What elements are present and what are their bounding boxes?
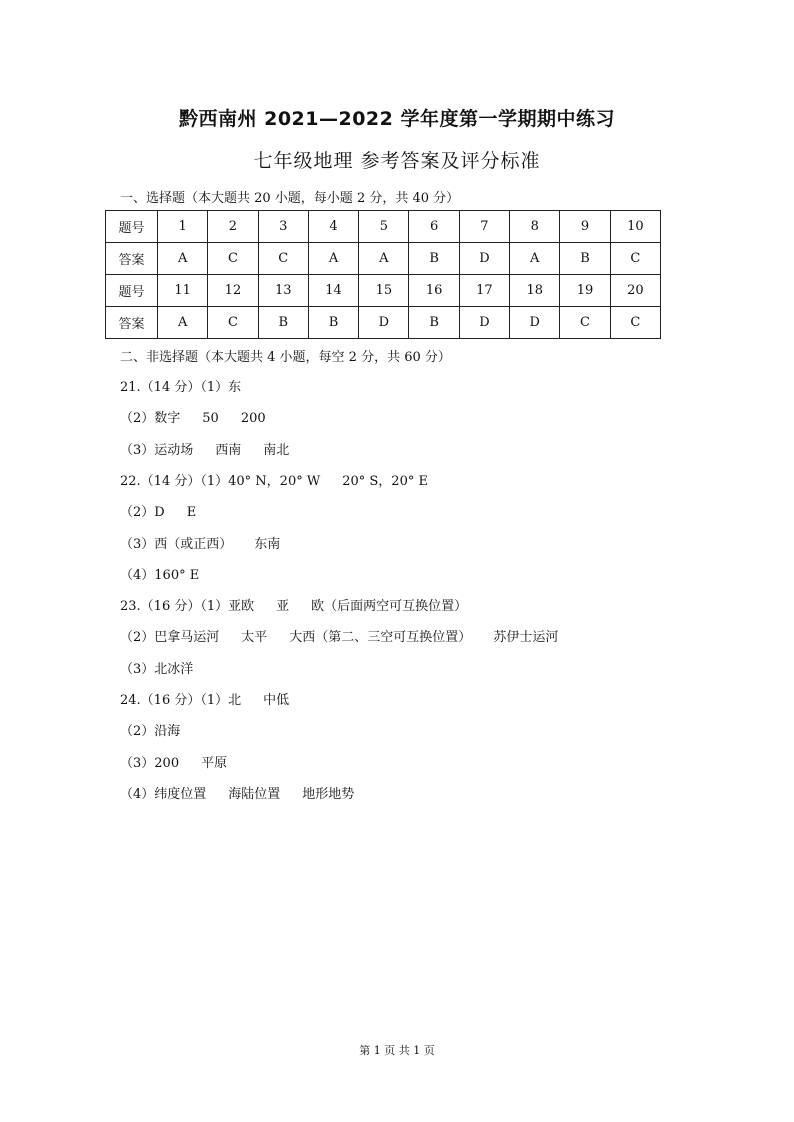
row-label: 答案 — [106, 243, 158, 275]
table-row — [106, 307, 661, 339]
table-cell: 20 — [610, 275, 660, 307]
table-cell: 14 — [308, 275, 358, 307]
table-cell: B — [308, 307, 358, 339]
answer-segment: 中低 — [263, 693, 290, 708]
row-label: 题号 — [106, 211, 158, 243]
answer-segment: 50 — [202, 411, 219, 426]
table-cell: 2 — [208, 211, 258, 243]
answer-segment: 西南 — [215, 443, 242, 458]
table-cell: D — [359, 307, 409, 339]
table-cell: C — [610, 307, 660, 339]
table-row — [106, 211, 661, 243]
table-cell: 16 — [409, 275, 459, 307]
section-heading-multiple-choice: 一、选择题（本大题共 20 小题，每小题 2 分，共 40 分） — [120, 191, 460, 206]
table-cell: 11 — [158, 275, 208, 307]
table-cell: D — [459, 307, 509, 339]
answer-table — [105, 210, 661, 339]
table-cell: 8 — [510, 211, 560, 243]
answer-line — [120, 658, 193, 677]
table-cell: B — [560, 243, 610, 275]
table-cell: A — [308, 243, 358, 275]
answer-line — [120, 564, 199, 583]
table-cell: D — [459, 243, 509, 275]
answer-segment: 苏伊士运河 — [493, 630, 559, 645]
answer-segment: 23.（16 分）（1）亚欧 — [120, 599, 255, 614]
answer-line — [120, 439, 289, 458]
answer-segment: （3）200 — [120, 756, 180, 771]
answer-line — [120, 376, 241, 395]
answer-line — [120, 783, 354, 802]
table-cell: D — [510, 307, 560, 339]
table-cell: 10 — [610, 211, 660, 243]
table-cell: C — [208, 307, 258, 339]
table-cell: A — [359, 243, 409, 275]
answer-segment: 大西（第二、三空可互换位置） — [289, 630, 472, 645]
table-cell: 13 — [258, 275, 308, 307]
table-cell: 6 — [409, 211, 459, 243]
table-cell: C — [208, 243, 258, 275]
answer-segment: 东南 — [254, 537, 281, 552]
answer-segment: 海陆位置 — [228, 787, 281, 802]
table-cell: 3 — [258, 211, 308, 243]
table-cell: 1 — [158, 211, 208, 243]
table-cell: C — [610, 243, 660, 275]
table-cell: 17 — [459, 275, 509, 307]
answer-segment: （3）运动场 — [120, 443, 194, 458]
answer-segment: 地形地势 — [302, 787, 355, 802]
answer-segment: E — [186, 505, 197, 520]
answer-segment: 21.（14 分）（1）东 — [120, 380, 242, 395]
answer-line — [120, 720, 180, 739]
table-cell: A — [510, 243, 560, 275]
answer-line — [120, 470, 428, 489]
answer-segment: 20° S，20° E — [342, 474, 428, 489]
document-title: 黔西南州 2021—2022 学年度第一学期期中练习 — [179, 108, 615, 130]
table-cell: A — [158, 307, 208, 339]
document-subtitle: 七年级地理 参考答案及评分标准 — [253, 150, 541, 172]
table-cell: C — [258, 243, 308, 275]
answer-segment: （4）160° E — [120, 568, 200, 583]
table-cell: B — [258, 307, 308, 339]
table-cell: B — [409, 243, 459, 275]
answer-line — [120, 689, 289, 708]
table-row — [106, 243, 661, 275]
answer-segment: 亚 — [276, 599, 290, 614]
answer-line — [120, 533, 280, 552]
table-cell: 15 — [359, 275, 409, 307]
section-heading-non-choice: 二、非选择题（本大题共 4 小题，每空 2 分，共 60 分） — [120, 350, 451, 365]
table-cell: 5 — [359, 211, 409, 243]
table-cell: 19 — [560, 275, 610, 307]
answer-segment: 平原 — [201, 756, 228, 771]
answer-segment: 欧（后面两空可互换位置） — [311, 599, 468, 614]
table-row — [106, 275, 661, 307]
answer-segment: （2）D — [120, 505, 165, 520]
table-cell: 7 — [459, 211, 509, 243]
table-cell: B — [409, 307, 459, 339]
row-label: 答案 — [106, 307, 158, 339]
table-cell: 18 — [510, 275, 560, 307]
answer-segment: （4）纬度位置 — [120, 787, 207, 802]
table-cell: C — [560, 307, 610, 339]
answer-segment: 南北 — [263, 443, 290, 458]
table-cell: 12 — [208, 275, 258, 307]
table-cell: A — [158, 243, 208, 275]
row-label: 题号 — [106, 275, 158, 307]
answer-line — [120, 626, 558, 645]
answer-segment: （3）西（或正西） — [120, 537, 233, 552]
answer-segment: （2）数字 — [120, 411, 181, 426]
answer-line — [120, 407, 266, 426]
table-cell: 4 — [308, 211, 358, 243]
answer-segment: 太平 — [241, 630, 268, 645]
answer-segment: 200 — [240, 411, 266, 426]
answer-segment: 24.（16 分）（1）北 — [120, 693, 242, 708]
answer-segment: （2）巴拿马运河 — [120, 630, 220, 645]
answer-segment: 22.（14 分）（1）40° N，20° W — [120, 474, 321, 489]
answer-segment: （3）北冰洋 — [120, 662, 194, 677]
page-footer: 第 1 页 共 1 页 — [359, 1044, 435, 1057]
answer-line — [120, 595, 467, 614]
answer-line — [120, 501, 196, 520]
answer-segment: （2）沿海 — [120, 724, 181, 739]
table-cell: 9 — [560, 211, 610, 243]
answer-line — [120, 752, 227, 771]
